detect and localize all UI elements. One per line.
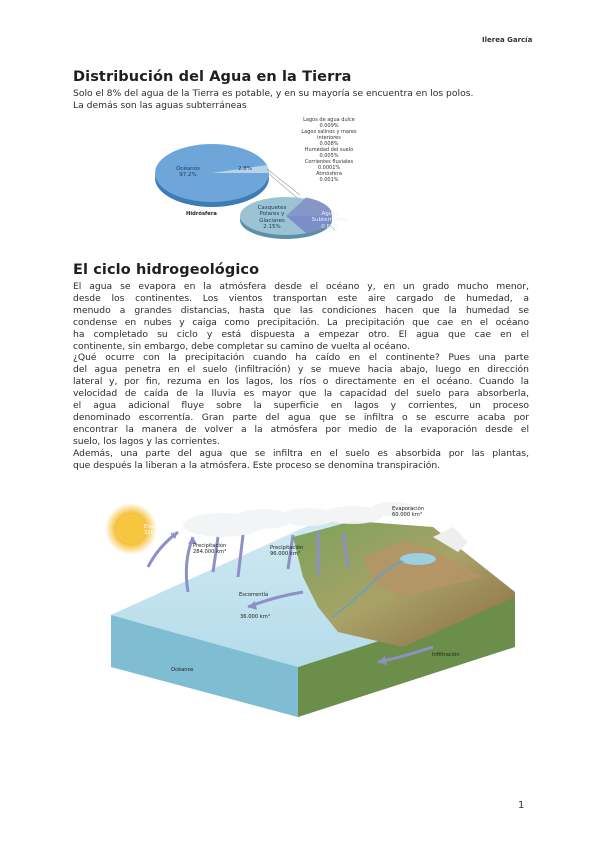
section-title-cycle: El ciclo hidrogeológico	[73, 262, 260, 278]
legend-item: Lagos salinos y mares interiores 0.008%	[301, 129, 357, 147]
cycle-line: El agua se evapora en la atmósfera desde el océano y, en un grado mucho menor,	[73, 281, 529, 292]
ice-label: Casquetes Polares y Glaciares	[257, 205, 287, 224]
cycle-line: denominado escorrentía. Gran parte del agua que se infiltra o se escurre acaba por	[73, 411, 529, 423]
precip-ocean-label: Precipitación 284.000 km³	[193, 543, 227, 555]
cycle-line: lateral y, por fin, rezuma en los lagos, los ríos o directamente en el océano. Cuando la	[73, 376, 529, 388]
cycle-line: el agua adicional fluye sobre la superficie en lagos y corrientes, un proceso	[73, 400, 529, 412]
ice-pie-label	[248, 205, 296, 231]
groundwater-pie-label	[310, 211, 350, 230]
sun-core	[118, 516, 144, 542]
cycle-line: suelo, los lagos y las corrientes.	[73, 435, 220, 447]
legend-item: Humedad del suelo 0.005%	[304, 147, 354, 159]
hydrosphere-label: Hidrósfera	[186, 211, 217, 217]
author-name: Ilerea García	[482, 36, 533, 44]
oceans-label: Océanos	[176, 166, 200, 172]
cycle-line: condense en nubes y caiga como precipitación. La precipitación que cae en el océano	[73, 316, 529, 328]
precip-land-label: Precipitación 96.000 km³	[270, 545, 304, 557]
cycle-line: Además, una parte del agua que se infiltra en el suelo es absorbida por las plantas,	[73, 447, 529, 459]
cycle-line: menudo a grandes distancias, hasta que las condiciones hacen que la humedad se	[73, 304, 529, 316]
cycle-line: ha completado su ciclo y está dispuesta a empezar otro. El agua que cae en el	[73, 328, 529, 340]
cycle-line: desde los continentes. Los vientos transportan este aire cargado de humedad, a	[73, 292, 529, 304]
section-title-distribution: Distribución del Agua en la Tierra	[73, 69, 352, 85]
runoff-label: Escorrentía	[239, 592, 269, 598]
cycle-line: que después la liberan a la atmósfera. Este proceso se denomina transpiración.	[73, 459, 441, 471]
legend-item: Atmósfera 0.001%	[316, 171, 342, 183]
cycle-line: velocidad de caída de la lluvia es mayor que la capacidad del suelo para absorberla,	[73, 388, 529, 400]
infiltration-label: Infiltración	[432, 652, 460, 658]
intro-line: Solo el 8% del agua de la Tierra es potable, y en su mayoría se encuentra en los polos.	[73, 88, 474, 99]
groundwater-value: 0.62%	[321, 223, 339, 230]
legend-item: Corrientes fluviales 0.0001%	[304, 159, 354, 171]
oceans-pie-label	[168, 166, 208, 179]
oceans-value: 97.2%	[179, 172, 197, 179]
hydrosphere-value: 2.8%	[238, 166, 252, 172]
evap-ocean-label: Evaporación 320.000 km³	[144, 524, 178, 536]
lake	[400, 553, 436, 565]
cycle-line: encontrar la manera de volver a la atmósfera por medio de la evaporación desde el	[73, 423, 529, 435]
cycle-line: continente, sin embargo, debe completar su camino de vuelta al océano.	[73, 340, 410, 352]
cycle-line: del agua penetra en el suelo (infiltración) y se mueve hacia abajo, luego en dirección	[73, 364, 529, 376]
groundwater-label: Aguas Subterráneas	[311, 211, 349, 224]
legend-item: Lagos de agua dulce 0.009%	[303, 117, 355, 129]
intro-line: La demás son las aguas subterráneas	[73, 99, 247, 111]
ice-value: 2.15%	[263, 224, 281, 231]
oceans-diagram-label: Océanos	[171, 667, 194, 673]
intro-paragraph	[73, 88, 533, 112]
runoff-value: 36.000 km³	[240, 614, 270, 620]
page-number: 1	[518, 800, 525, 811]
evap-land-label: Evaporación 60.000 km³	[392, 506, 425, 518]
cycle-paragraph	[73, 281, 529, 472]
cycle-line: ¿Qué ocurre con la precipitación cuando ha caído en el continente? Pues una parte	[73, 352, 529, 364]
pie-legend	[294, 117, 364, 183]
